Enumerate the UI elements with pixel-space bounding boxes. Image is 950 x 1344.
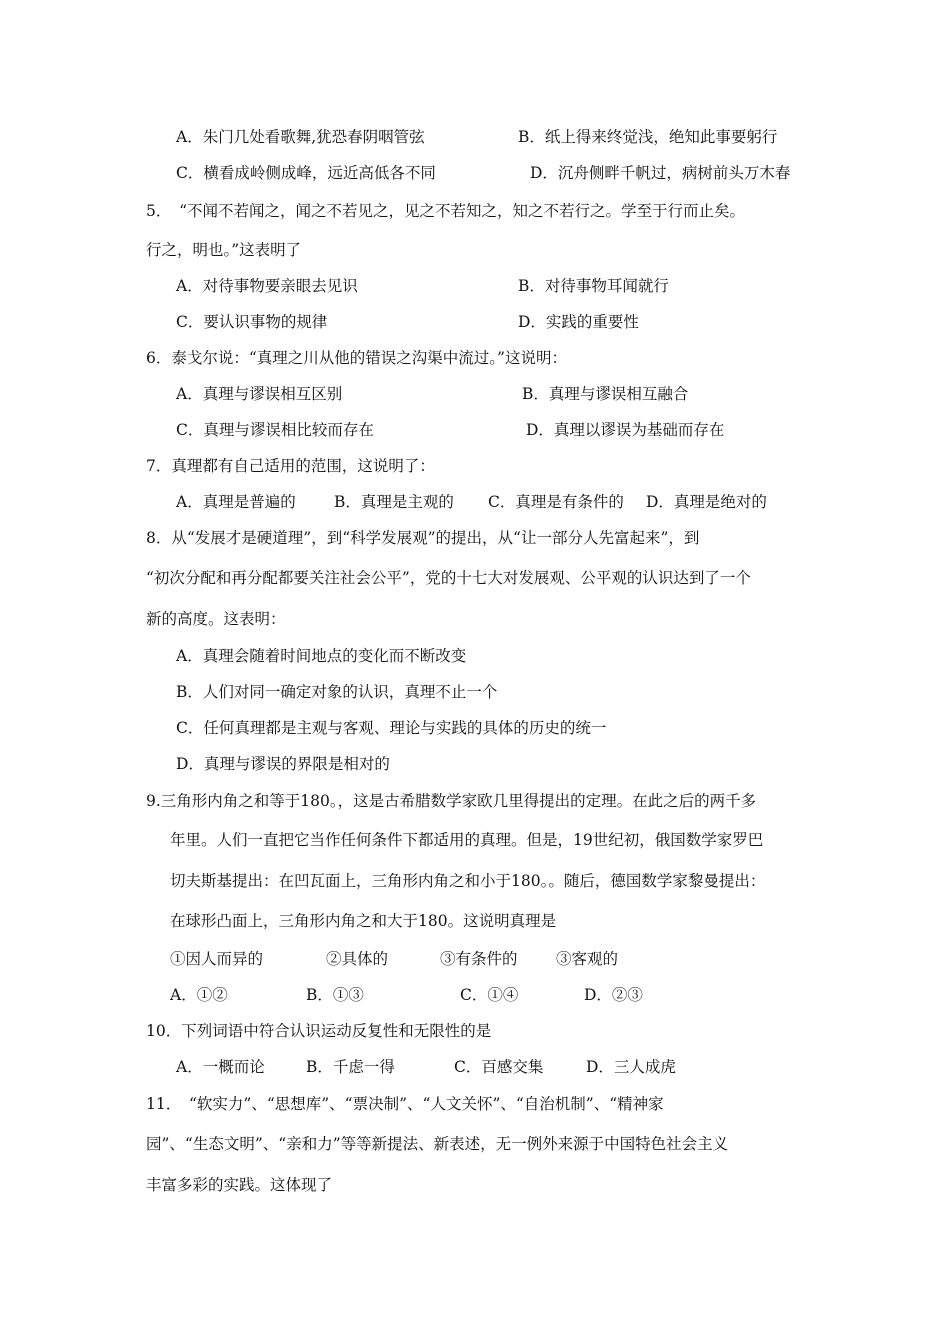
q9-stem-line3: 切夫斯基提出：在凹瓦面上，三角形内角之和小于180。。随后，德国数学家黎曼提出： (170, 872, 766, 890)
q10-stem: 10．下列词语中符合认识运动反复性和无限性的是 (146, 1022, 492, 1040)
q8-option-b: B．人们对同一确定对象的认识，真理不止一个 (176, 683, 498, 701)
q5-stem-line1: 5． “不闻不若闻之，闻之不若见之，见之不若知之，知之不若行之。学至于行而止矣。 (146, 202, 746, 220)
q10-option-d: D．三人成虎 (586, 1058, 676, 1076)
q11-stem-line1: 11． “软实力”、“思想库”、“票决制”、“人文关怀”、“自治机制”、“精神家 (146, 1095, 664, 1113)
q10-option-c: C．百感交集 (454, 1058, 544, 1076)
q9-option-d: D．②③ (584, 986, 643, 1004)
q5-option-d: D．实践的重要性 (518, 313, 639, 331)
q4-option-b: B．纸上得来终觉浅，绝知此事要躬行 (518, 128, 778, 146)
q6-option-d: D．真理以谬误为基础而存在 (526, 421, 725, 439)
q5-stem-line2: 行之，明也。”这表明了 (146, 241, 302, 259)
q11-stem-line3: 丰富多彩的实践。这体现了 (146, 1176, 333, 1194)
q9-statement-2: ②具体的 (326, 950, 389, 968)
q7-option-c: C．真理是有条件的 (488, 493, 624, 511)
q8-option-c: C．任何真理都是主观与客观、理论与实践的具体的历史的统一 (176, 719, 607, 737)
q9-option-a: A．①② (170, 986, 228, 1004)
q6-option-a: A．真理与谬误相互区别 (176, 385, 343, 403)
q7-option-d: D．真理是绝对的 (646, 493, 767, 511)
q4-option-a: A．朱门几处看歌舞,犹恐春阴咽管弦 (176, 128, 425, 146)
q6-option-c: C．真理与谬误相比较而存在 (176, 421, 374, 439)
q7-stem: 7．真理都有自己适用的范围，这说明了： (146, 457, 435, 475)
q5-option-a: A．对待事物要亲眼去见识 (176, 277, 358, 295)
q9-statement-1: ①因人而异的 (170, 950, 264, 968)
q5-option-b: B．对待事物耳闻就行 (518, 277, 669, 295)
q9-stem-line4: 在球形凸面上，三角形内角之和大于180。这说明真理是 (170, 912, 557, 930)
q9-stem-line1: 9.三角形内角之和等于180。，这是古希腊数学家欧几里得提出的定理。在此之后的两千多 (146, 792, 757, 810)
q9-stem-line2: 年里。人们一直把它当作任何条件下都适用的真理。但是，19世纪初，俄国数学家罗巴 (170, 831, 764, 849)
q8-stem-line2: “初次分配和再分配都要关注社会公平”，党的十七大对发展观、公平观的认识达到了一个 (146, 569, 751, 587)
q9-option-c: C．①④ (460, 986, 519, 1004)
q6-stem: 6．泰戈尔说：“真理之川从他的错误之沟渠中流过。”这说明： (146, 349, 567, 367)
q8-option-d: D．真理与谬误的界限是相对的 (176, 755, 390, 773)
q10-option-b: B．千虑一得 (306, 1058, 395, 1076)
q10-option-a: A．一概而论 (176, 1058, 265, 1076)
q11-stem-line2: 园”、“生态文明”、“亲和力”等等新提法、新表述，无一例外来源于中国特色社会主义 (146, 1135, 729, 1153)
q7-option-a: A．真理是普遍的 (176, 493, 296, 511)
q4-option-c: C．横看成岭侧成峰，远近高低各不同 (176, 164, 436, 182)
q8-option-a: A．真理会随着时间地点的变化而不断改变 (176, 647, 467, 665)
q9-option-b: B．①③ (306, 986, 364, 1004)
q9-statement-3: ③有条件的 (440, 950, 518, 968)
q7-option-b: B．真理是主观的 (334, 493, 454, 511)
q6-option-b: B．真理与谬误相互融合 (522, 385, 689, 403)
q8-stem-line1: 8．从“发展才是硬道理”，到“科学发展观”的提出，从“让一部分人先富起来”，到 (146, 529, 700, 547)
q9-statement-4: ③客观的 (556, 950, 619, 968)
q5-option-c: C．要认识事物的规律 (176, 313, 328, 331)
q4-option-d: D．沉舟侧畔千帆过，病树前头万木春 (530, 164, 791, 182)
q8-stem-line3: 新的高度。这表明： (146, 610, 286, 628)
